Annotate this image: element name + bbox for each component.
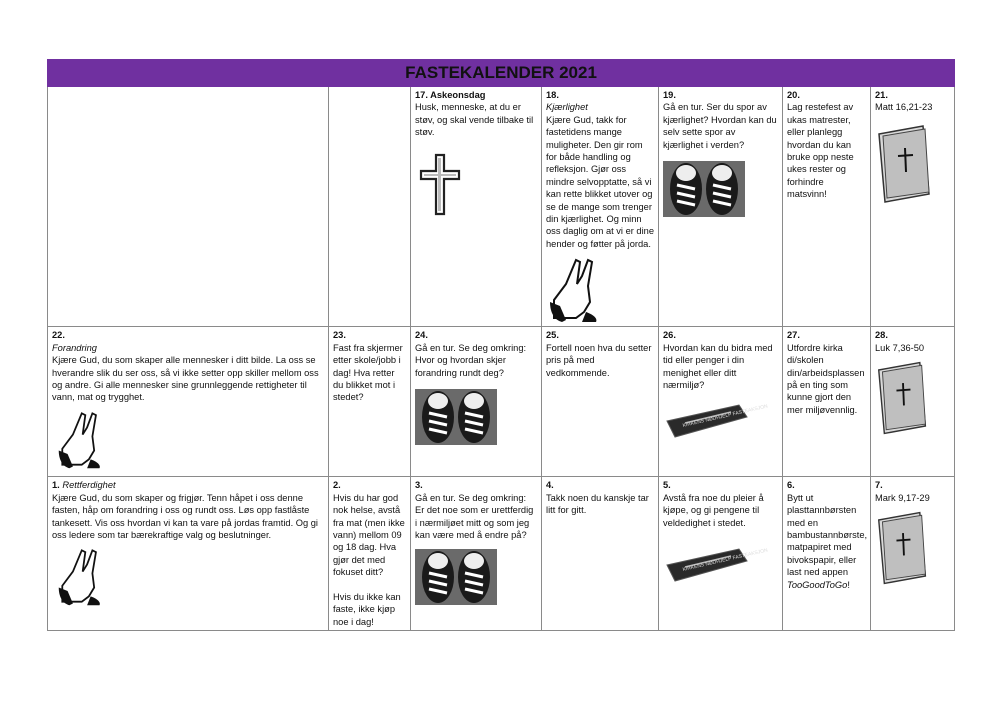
day-cell-20	[783, 87, 871, 327]
bible-icon	[875, 360, 931, 436]
day-cell-3	[411, 477, 542, 631]
day-text: Matt 16,21-23	[875, 102, 933, 113]
day-cell-1	[48, 477, 329, 631]
day-text: Hvordan kan du bidra med tid eller penger i din menighet eller ditt nærmiljø?	[663, 342, 773, 390]
day-cell-25	[542, 327, 659, 477]
day-cell-17	[411, 87, 542, 327]
day-text: Bytt ut plasttannbørsten med en bambustannbørste, matpapiret med bivokspapir, eller last ned appen	[787, 492, 868, 578]
sneakers-icon	[415, 549, 497, 605]
day-text: Gå en tur. Se deg omkring: Er det noe som er urettferdig i nærmiljøet mitt og som jeg kan være med å endre på?	[415, 492, 534, 540]
day-text: Fortell noen hva du setter pris på med vedkommende.	[546, 342, 652, 378]
day-cell-4	[542, 477, 659, 631]
punctuation: !	[847, 579, 850, 590]
sneakers-icon	[663, 161, 745, 217]
day-number: 2.	[333, 480, 341, 491]
day-cell-6	[783, 477, 871, 631]
sneakers-icon	[415, 389, 497, 445]
day-number: 5.	[663, 480, 671, 491]
day-cell-empty	[48, 87, 329, 327]
day-text: Mark 9,17-29	[875, 492, 930, 503]
day-cell-18	[542, 87, 659, 327]
day-number: 22.	[52, 330, 65, 341]
bible-icon	[875, 510, 931, 586]
day-text: Lag restefest av ukas matrester, eller planlegg hvordan du kan bruke opp neste ukes rester og forhindre matsvinn!	[787, 102, 854, 200]
day-text: Fast fra skjermer etter skole/jobb i dag! Hva retter du blikket mot i stedet?	[333, 342, 403, 403]
bible-icon	[875, 124, 935, 204]
day-number: 6.	[787, 480, 795, 491]
cross-icon	[417, 153, 463, 217]
calendar-title: FASTEKALENDER 2021	[48, 60, 955, 87]
day-text: Gå en tur. Se deg omkring: Hvor og hvordan skjer forandring rundt deg?	[415, 342, 527, 378]
day-text: Hvis du har god nok helse, avstå fra mat (men ikke vann) mellom 09 og 18 dag. Hva gjør det med fokuset ditt? Hvis du ikke kan faste, ikke kjøp noe i dag!	[333, 492, 405, 627]
day-text: Avstå fra noe du pleier å kjøpe, og gi pengene til veldedighet i stedet.	[663, 492, 764, 528]
day-text: Husk, menneske, at du er støv, og skal vende tilbake til støv.	[415, 102, 534, 138]
day-cell-23	[329, 327, 411, 477]
day-text: Kjære Gud, du som skaper og frigjør. Tenn håpet i oss denne fasten, håp om forandring i oss og rundt oss. Løs opp fastlåste tankesett. Vis oss hvordan vi kan ta vare på jordas framtid. Og gi oss ledere som tar bærekraftige valg og beslutninger.	[52, 492, 318, 540]
day-number: 28.	[875, 330, 888, 341]
day-cell-7	[871, 477, 955, 631]
day-text: Kjære Gud, du som skaper alle mennesker i ditt bilde. La oss se hverandre slik du ser oss, så vi ikke setter opp skiller mellom oss og andre. Gi alle mennesker sine grunnleggende rettigheter til vann, mat og trygghet.	[52, 355, 319, 403]
praying-hands-icon	[52, 545, 108, 607]
day-text: Gå en tur. Ser du spor av kjærlighet? Hvordan kan du selv sette spor av kjærlighet i verden?	[663, 102, 777, 150]
day-cell-5	[659, 477, 783, 631]
app-name: TooGoodToGo	[787, 579, 848, 590]
offering-box-icon	[663, 399, 769, 443]
offering-box-label: KIRKENS NØDHJELP FASTEAKSJON	[682, 403, 769, 430]
day-number: 4.	[546, 480, 554, 491]
day-number: 26.	[663, 330, 676, 341]
day-cell-22	[48, 327, 329, 477]
day-text: Kjære Gud, takk for fastetidens mange muligheter. Den gir rom for både handling og refleksjon. Gjør oss mindre selvopptatte, så vi kan rette blikket utover og se de mange som trenger din kjærlighet. Og minn oss daglig om at vi er dine hender og føtter på jorda.	[546, 114, 655, 249]
day-cell-24	[411, 327, 542, 477]
day-number: 7.	[875, 480, 883, 491]
day-number: 1.	[52, 480, 60, 491]
day-cell-28	[871, 327, 955, 477]
day-number: 18.	[546, 90, 559, 100]
day-cell-27	[783, 327, 871, 477]
day-number: 21.	[875, 90, 888, 100]
day-cell-21	[871, 87, 955, 327]
praying-hands-icon	[52, 408, 108, 470]
day-text: Utfordre kirka di/skolen din/arbeidsplassen på en ting som kunne gjort den mer miljøvennlig.	[787, 342, 865, 415]
day-number: 25.	[546, 330, 559, 341]
offering-box-icon	[663, 543, 769, 587]
day-cell-empty	[329, 87, 411, 327]
day-number: 23.	[333, 330, 346, 341]
day-text: Takk noen du kanskje tar litt for gitt.	[546, 492, 649, 516]
day-number: 27.	[787, 330, 800, 341]
day-number: 20.	[787, 90, 800, 100]
praying-hands-icon	[546, 254, 602, 324]
calendar-table	[47, 59, 955, 631]
day-number: 24.	[415, 330, 428, 341]
day-cell-26	[659, 327, 783, 477]
day-cell-19	[659, 87, 783, 327]
day-theme: Kjærlighet	[546, 102, 588, 113]
day-theme: Forandring	[52, 342, 97, 353]
day-number: 3.	[415, 480, 423, 491]
day-number: 19.	[663, 90, 676, 100]
day-number: 17. Askeonsdag	[415, 90, 486, 100]
day-text: Luk 7,36-50	[875, 342, 925, 353]
day-theme: Rettferdighet	[62, 480, 116, 491]
day-cell-2	[329, 477, 411, 631]
offering-box-label: KIRKENS NØDHJELP FASTEAKSJON	[682, 547, 769, 573]
